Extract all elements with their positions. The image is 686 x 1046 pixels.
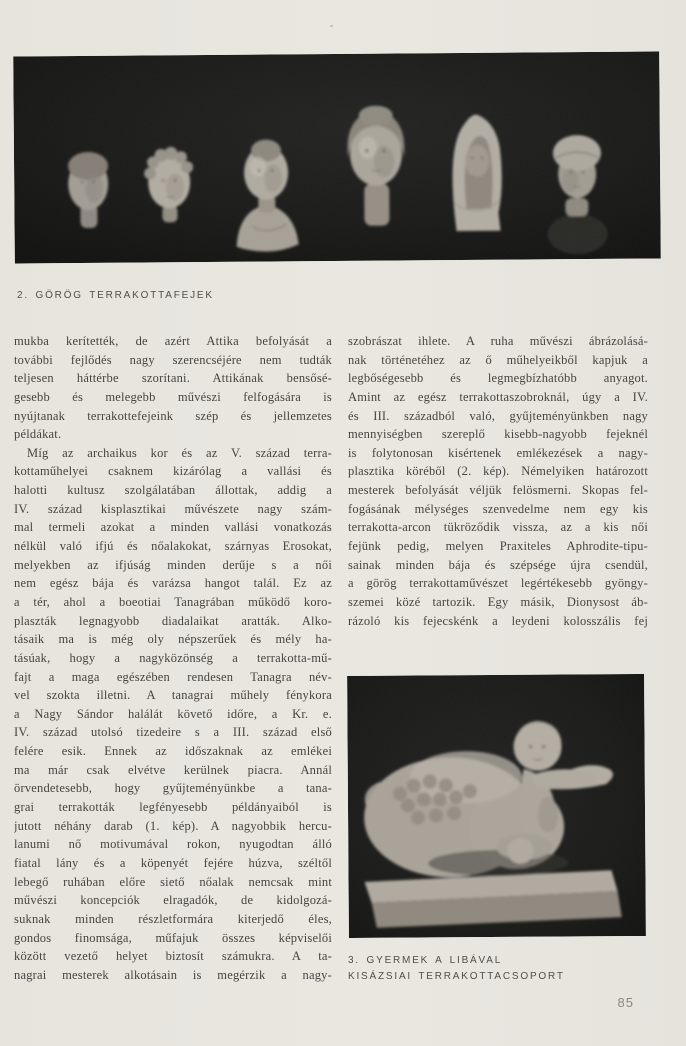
text-line: között vezető helyet biztosít számukra. A ta- bbox=[14, 949, 332, 964]
text-line: mennyiségben szereplő kisebb-nagyobb fejeknél bbox=[348, 427, 648, 442]
text-column-right bbox=[348, 332, 648, 985]
text-line: rázoló kis fejecskénk a leydeni kolosszális fej bbox=[348, 613, 648, 628]
figure-terracotta-heads bbox=[13, 51, 661, 263]
text-line: szobrászat ihlete. A ruha művészi ábrázolásá- bbox=[348, 334, 648, 348]
text-line: ma már csak elvétve kerülnek piacra. Annál bbox=[14, 762, 332, 777]
text-line: felére esik. Ennek az időszaknak az emlékei bbox=[14, 744, 332, 759]
text-line: a tér, ahol a boeotiai Tanagrában működő koro- bbox=[14, 594, 332, 609]
text-line: plaszták legnagyobb diadalaikat aratták. Alko- bbox=[14, 613, 332, 628]
text-line: további fejlődés nagy szerencséjére nem tudták bbox=[14, 352, 332, 367]
text-line: örvendetesebb, hogy gyűjteményünkbe a tana- bbox=[14, 781, 332, 796]
text-line: Míg az archaikus kor és az V. század terra- bbox=[27, 445, 332, 460]
text-line: melyekben az ifjúság minden derűje s a női bbox=[14, 557, 332, 572]
figure-caption-top: 2. GÖRÖG TERRAKOTTAFEJEK bbox=[17, 290, 214, 301]
text-line: művészi koncepciók elragadók, de kidolgozá- bbox=[14, 893, 332, 908]
text-line: IV. század kisplasztikai művészete nagy szám- bbox=[14, 501, 332, 516]
text-line: gesebb és melegebb művészi felfogására is bbox=[14, 389, 332, 404]
text-line: teljesen háttérbe szorítani. Attikának bensősé- bbox=[14, 371, 332, 386]
text-line: is folytonosan kisértenek emlékezések a nagy- bbox=[348, 445, 648, 460]
text-line: sainak minden bája és szépsége újra csendül, bbox=[348, 557, 648, 572]
page-number: 85 bbox=[617, 995, 634, 1010]
text-line: fiatal lány és a köpenyét fejére húzva, széltől bbox=[14, 855, 332, 870]
text-line: tásaik ma is még oly népszerűek és mély ha- bbox=[14, 632, 332, 647]
text-line: fejünk pedig, melyen Praxiteles Aphrodite-tipu- bbox=[348, 539, 648, 554]
text-column-left bbox=[14, 332, 332, 985]
text-line: gondos finomsága, műfajuk összes képviselői bbox=[14, 930, 332, 945]
text-line: legbőségesebb és legmegbízhatóbb anyagot. bbox=[348, 371, 648, 386]
text-line: vel szokta illetni. A tanagrai műhely fénykora bbox=[14, 688, 332, 703]
text-line: mesterek befolyását véljük felösmerni. Skopas fel- bbox=[348, 483, 648, 498]
text-line: a görög terrakottaművészet legértékesebb gyöngy- bbox=[348, 576, 648, 591]
figure-caption-bottom-line2: KISÁZSIAI TERRAKOTTACSOPORT bbox=[348, 971, 565, 983]
scan-speck bbox=[330, 25, 333, 27]
figure-child-with-goose bbox=[347, 674, 646, 938]
text-line: IV. század utolsó tizedeire s a III. század első bbox=[14, 725, 332, 740]
text-line: példákat. bbox=[14, 427, 62, 442]
text-line: jutott néhány darab (1. kép). A nagyobbik hercu- bbox=[14, 818, 332, 833]
text-line: lebegő ruhában előre siető nőalak nemcsak mint bbox=[14, 874, 332, 889]
text-line: nem egész bája és varázsa hangot talál. Ez az bbox=[14, 576, 332, 591]
text-line: lanumi nő motivumával rokon, nyugodtan álló bbox=[14, 837, 332, 852]
child-with-goose-photo bbox=[347, 674, 646, 938]
terracotta-heads-photo bbox=[13, 51, 661, 263]
text-line: nak történetéhez az ő műhelyeikből kapjuk a bbox=[348, 352, 648, 367]
text-line: nagrai mesterek alkotásain is megérzik a nagy- bbox=[14, 967, 332, 982]
text-line: fajt a maga egészében rendesen Tanagra név- bbox=[14, 669, 332, 684]
text-columns bbox=[14, 332, 660, 985]
text-line: grai terrakották legfényesebb példányaiból is bbox=[14, 800, 332, 815]
text-line: fogásának mélységes szenvedelme nem egy kis bbox=[348, 501, 648, 516]
text-line: suknak minden részletformára kiterjedő éles, bbox=[14, 911, 332, 926]
text-line: mukba kerítették, de azért Attika befolyását a bbox=[14, 334, 332, 348]
text-line: halotti kultusz szolgálatában állottak, addig a bbox=[14, 483, 332, 498]
text-line: kottaműhelyei csaknem kizárólag a vallási és bbox=[14, 464, 332, 479]
figure-caption-bottom-line1: 3. GYERMEK A LIBÁVAL bbox=[348, 955, 503, 967]
text-line: nyújtanak terrakottefejeink szép és jellemzetes bbox=[14, 408, 332, 423]
right-column-text bbox=[348, 332, 648, 630]
text-line: plasztika köréből (2. kép). Némelyiken határozott bbox=[348, 464, 648, 479]
text-line: szemei közé tartozik. Egy másik, Dionysost áb- bbox=[348, 594, 648, 609]
text-line: és III. századból való, gyűjteményünkben nagy bbox=[348, 408, 648, 423]
text-line: mal termeli azokat a minden vallási vonatkozás bbox=[14, 520, 332, 535]
text-line: nélkül való ifjú és nőalakokat, szárnyas Erosokat, bbox=[14, 539, 332, 554]
text-line: tásúak, hogy a nagyközönség a terrakotta-mű- bbox=[14, 650, 332, 665]
text-line: terrakotta-arcon tükröződik vissza, az a kis női bbox=[348, 520, 648, 535]
text-line: Amint az egész terrakottaszobroknál, úgy a IV. bbox=[348, 389, 648, 404]
text-line: a Nagy Sándor halálát követő időre, a Kr. e. bbox=[14, 706, 332, 721]
